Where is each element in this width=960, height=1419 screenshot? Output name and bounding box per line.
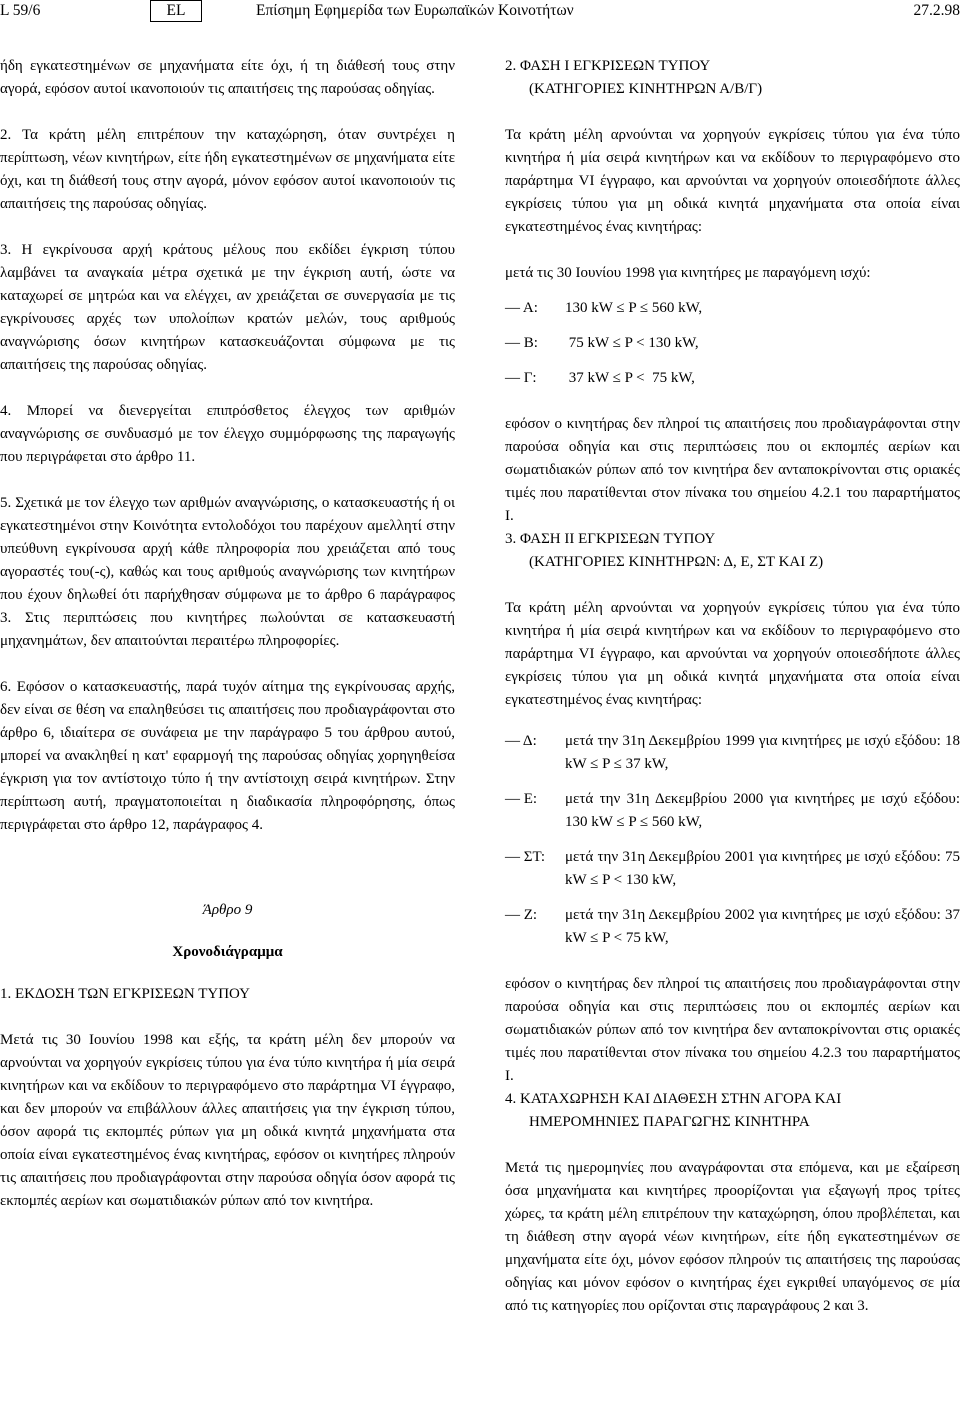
category-label: — Ζ: <box>505 907 538 923</box>
paragraph-4: 4. Μπορεί να διενεργείται επιπρόσθετος έλεγχος των αριθμών αναγνώρισης σε συνδυασμό με τον έλεγχο συμμόρφωσης της παραγωγής που περιγράφεται στο άρθρο 11. <box>0 403 455 465</box>
section-2-heading <box>505 55 960 101</box>
category-label: — Ε: <box>505 791 538 807</box>
paragraph-2: 2. Τα κράτη μέλη επιτρέπουν την καταχώρηση, όταν συντρέχει η περίπτωση, νέων κινητήρων, είτε ήδη εγκατεστημένων σε μηχανήματα είτε όχι, και τη διάθεσή τους στην αγορά, μόνον εφόσον αυτοί ικανοποιούν τις απαιτήσεις της παρούσας οδηγίας. <box>0 127 455 212</box>
section-4-heading <box>505 1088 960 1134</box>
journal-title: Επίσημη Εφημερίδα των Ευρωπαϊκών Κοινοτήτων <box>256 2 574 19</box>
category-item <box>505 846 960 892</box>
category-range: μετά την 31η Δεκεμβρίου 2001 για κινητήρες με ισχύ εξόδου: 75 kW ≤ P < 130 kW, <box>565 849 960 888</box>
category-label: — Δ: <box>505 733 537 749</box>
article-number: Άρθρο 9 <box>202 902 253 918</box>
section-4-title: 4. ΚΑΤΑΧΩΡΗΣΗ ΚΑΙ ΔΙΑΘΕΣΗ ΣΤΗΝ ΑΓΟΡΑ ΚΑΙ <box>505 1091 842 1107</box>
category-range: 37 kW ≤ P < 75 kW, <box>565 370 695 386</box>
category-item <box>505 788 960 834</box>
section-2-tail: εφόσον ο κινητήρας δεν πληροί τις απαιτήσεις που προδιαγράφονται στην παρούσα οδηγία και στις περιπτώσεις που οι εκπομπές αερίων και σωματιδιακών ρύπων από τον κινητήρα δεν ανταποκρίνονται στις οριακές τιμές που παρατίθενται στον πίνακα του σημείου 4.2.1 του παραρτήματος Ι. <box>505 416 960 524</box>
section-3-text: Τα κράτη μέλη αρνούνται να χορηγούν εγκρίσεις τύπου για ένα τύπο κινητήρα ή μία σειρά κινητήρων και να εκδίδουν το περιγραφόμενο στο παράρτημα VI έγγραφο, και αρνούνται να χορηγούν οποιεσδήποτε άλλες εγκρίσεις τύπου για μη οδικά κινητά μηχανήματα στα οποία είναι εγκατεστημένος ένας κινητήρας: <box>505 600 960 708</box>
category-label: — ΣΤ: <box>505 849 546 865</box>
section-3-subtitle: (ΚΑΤΗΓΟΡΙΕΣ ΚΙΝΗΤΗΡΩΝ: Δ, Ε, ΣΤ ΚΑΙ Ζ) <box>529 554 824 570</box>
category-item <box>505 730 960 776</box>
section-2-subtitle: (ΚΑΤΗΓΟΡΙΕΣ ΚΙΝΗΤΗΡΩΝ Α/Β/Γ) <box>529 81 763 97</box>
left-column <box>0 55 455 1213</box>
language-badge: EL <box>150 0 202 22</box>
category-label: — Γ: <box>505 370 537 386</box>
section-4-subtitle: ΗΜΕΡΟΜΗΝΙΕΣ ΠΑΡΑΓΩΓΗΣ ΚΙΝΗΤΗΡΑ <box>529 1114 810 1130</box>
category-item <box>505 332 960 355</box>
category-item <box>505 367 960 390</box>
category-label: — Β: <box>505 335 538 351</box>
page-header <box>0 0 960 22</box>
category-range: 130 kW ≤ P ≤ 560 kW, <box>565 300 703 316</box>
paragraph-3: 3. Η εγκρίνουσα αρχή κράτους μέλους που εκδίδει έγκριση τύπου λαμβάνει τα αναγκαία μέτρα σχετικά με την έγκριση αυτή, ώστε να καταχωρεί σε μητρώα και να ελέγχει, αν χρειάζεται σε συνεργασία με τις εγκρίνουσες αρχές των υπολοίπων κρατών μελών, τους αριθμούς αναγνώρισης όσων κινητήρων κατασκευάζονται σύμφωνα με τις απαιτήσεις της παρούσας οδηγίας. <box>0 242 455 373</box>
paragraph-6: 6. Εφόσον ο κατασκευαστής, παρά τυχόν αίτημα της εγκρίνουσας αρχής, δεν είναι σε θέση να επαληθεύσει τις απαιτήσεις που προδιαγράφονται στο άρθρο 6, ιδιαίτερα σε συνάφεια με την παράγραφο 5 του άρθρου αυτού, μπορεί να ανακληθεί η κατ' εφαρμογή της παρούσας οδηγίας χορηγηθείσα έγκριση για τον αντίστοιχο τύπο ή την αντίστοιχη σειρά κινητήρων. Στην περίπτωση αυτή, πραγματοποιείται η διαδικασία πληροφόρησης, όπως περιγράφεται στο άρθρο 12, παράγραφος 4. <box>0 679 455 833</box>
category-range: 75 kW ≤ P < 130 kW, <box>565 335 699 351</box>
issue-date: 27.2.98 <box>913 2 960 19</box>
article-title: Χρονοδιάγραμμα <box>172 944 283 960</box>
category-label: — Α: <box>505 300 538 316</box>
section-2-title: 2. ΦΑΣΗ Ι ΕΓΚΡΙΣΕΩΝ ΤΥΠΟΥ <box>505 58 711 74</box>
category-range: μετά την 31η Δεκεμβρίου 1999 για κινητήρες με ισχύ εξόδου: 18 kW ≤ P ≤ 37 kW, <box>565 733 960 772</box>
section-2-power-intro: μετά τις 30 Ιουνίου 1998 για κινητήρες με παραγόμενη ισχύ: <box>505 265 871 281</box>
right-column <box>505 55 960 1318</box>
section-1-text: Μετά τις 30 Ιουνίου 1998 και εξής, τα κράτη μέλη δεν μπορούν να αρνούνται να χορηγούν εγκρίσεις τύπου για ένα τύπο κινητήρα ή μία σειρά κινητήρων και να εκδίδουν το περιγραφόμενο στο παράρτημα VI έγγραφο, και δεν μπορούν να επιβάλλουν άλλες απαιτήσεις για την έγκριση τύπου, όσον αφορά τις εκπομπές ρύπων για μη οδικά κινητά μηχανήματα στα οποία είναι εγκατεστημένος ένας κινητήρας, εφόσον οι κινητήρες πληρούν τις απαιτήσεις που προδιαγράφονται στην παρούσα οδηγία όσον αφορά τις εκπομπές αερίων και σωματιδιακών ρύπων από τον κινητήρα. <box>0 1032 455 1209</box>
section-3-tail: εφόσον ο κινητήρας δεν πληροί τις απαιτήσεις που προδιαγράφονται στην παρούσα οδηγία και στις περιπτώσεις που οι εκπομπές αερίων και σωματιδιακών ρύπων από τον κινητήρα δεν ανταποκρίνονται στις οριακές τιμές που παρατίθενται στον πίνακα του σημείου 4.2.3 του παραρτήματος Ι. <box>505 976 960 1084</box>
paragraph-continued: ήδη εγκατεστημένων σε μηχανήματα είτε όχι, ή τη διάθεσή τους στην αγορά, εφόσον αυτοί ικανοποιούν τις απαιτήσεις της παρούσας οδηγίας. <box>0 58 455 97</box>
section-3-title: 3. ΦΑΣΗ ΙΙ ΕΓΚΡΙΣΕΩΝ ΤΥΠΟΥ <box>505 531 716 547</box>
section-2-text: Τα κράτη μέλη αρνούνται να χορηγούν εγκρίσεις τύπου για ένα τύπο κινητήρα ή μία σειρά κινητήρων και να εκδίδουν το περιγραφόμενο στο παράρτημα VI έγγραφο, και αρνούνται να χορηγούν οποιεσδήποτε άλλες εγκρίσεις τύπου για μη οδικά κινητά μηχανήματα στα οποία είναι εγκατεστημένος ένας κινητήρας: <box>505 127 960 235</box>
section-1-heading: 1. ΕΚΔΟΣΗ ΤΩΝ ΕΓΚΡΙΣΕΩΝ ΤΥΠΟΥ <box>0 986 250 1002</box>
category-item <box>505 297 960 320</box>
category-item <box>505 904 960 950</box>
paragraph-5: 5. Σχετικά με τον έλεγχο των αριθμών αναγνώρισης, ο κατασκευαστής ή οι εγκατεστημένοι στην Κοινότητα εντολοδόχοι του παρέχουν αμελλητί στην υπεύθυνη εγκρίνουσα αρχή κάθε πληροφορία που χρειάζεται από τους αγοραστές του(-ς), καθώς και τους αριθμούς αναγνώρισης των κινητήρων που έχουν δηλωθεί ότι παρήχθησαν σύμφωνα με το άρθρο 6 παράγραφος 3. Στις περιπτώσεις που κινητήρες πωλούνται σε κατασκευαστή μηχανημάτων, δεν απαιτούνται περαιτέρω πληροφορίες. <box>0 495 455 649</box>
category-range: μετά την 31η Δεκεμβρίου 2000 για κινητήρες με ισχύ εξόδου: 130 kW ≤ P ≤ 560 kW, <box>565 791 960 830</box>
section-4-text: Μετά τις ημερομηνίες που αναγράφονται στα επόμενα, και με εξαίρεση όσα μηχανήματα και κινητήρες προορίζονται για εξαγωγή προς τρίτες χώρες, τα κράτη μέλη επιτρέπουν την καταχώρηση, όπου προβλέπεται, και τη διάθεση στην αγορά νέων κινητήρων, είτε ήδη εγκατεστημένων σε μηχανήματα είτε όχι, μόνον εφόσον πληρούν τις απαιτήσεις της παρούσας οδηγίας και μόνον εφόσον ο κινητήρας έχει εγκριθεί υπαγόμενος σε μία από τις κατηγορίες που ορίζονται στις παραγράφους 2 και 3. <box>505 1160 960 1314</box>
section-3-heading <box>505 528 960 574</box>
category-range: μετά την 31η Δεκεμβρίου 2002 για κινητήρες με ισχύ εξόδου: 37 kW ≤ P < 75 kW, <box>565 907 960 946</box>
page-number: L 59/6 <box>0 2 41 19</box>
